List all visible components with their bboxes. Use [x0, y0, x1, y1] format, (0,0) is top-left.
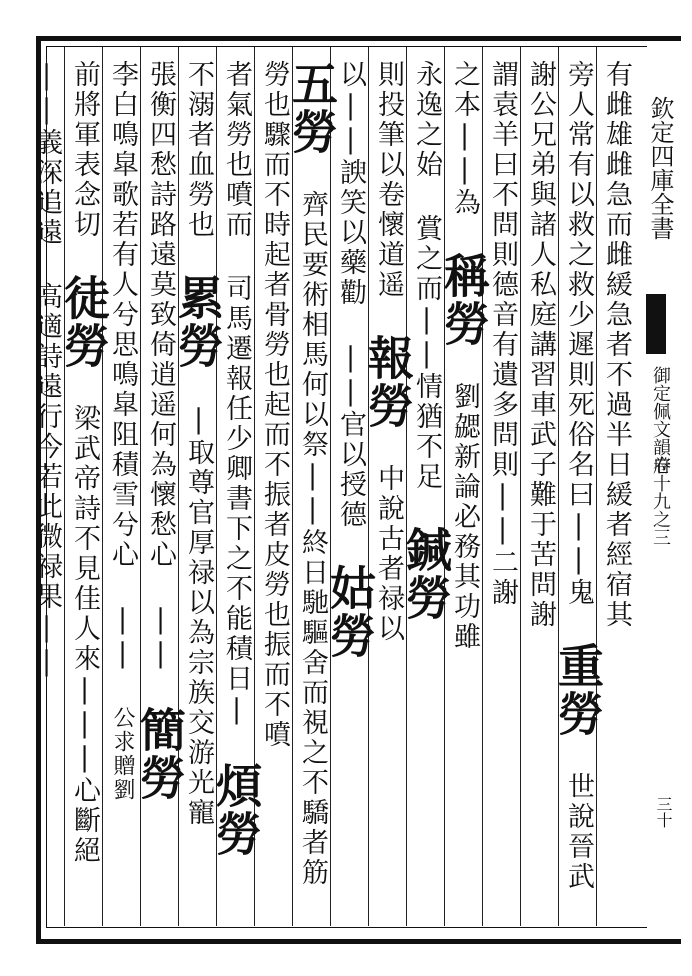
text-column-4: [484, 60, 520, 920]
text-column-3: [522, 60, 558, 920]
column-text: |取尊官厚禄以為宗族交游光寵: [183, 404, 214, 828]
margin-book-title: 御定佩文韻府: [650, 366, 671, 474]
text-column-11: [209, 60, 263, 920]
column-text: ||義深追遠: [31, 60, 62, 248]
headword: 姑勞: [323, 564, 377, 660]
column-text: 梁武帝詩不見佳人來|||心斷絕: [69, 404, 100, 866]
column-text: 前將軍表念切: [69, 60, 100, 240]
headword: 稱勞: [437, 252, 491, 348]
headword: 簡勞: [133, 706, 187, 802]
headword: 累勞: [171, 274, 225, 370]
column-text: 不溺者血勞也: [183, 60, 214, 240]
text-column-5: [437, 60, 491, 920]
column-text: 者氣勞也噴而: [221, 60, 252, 240]
column-text: 謝公兄弟與諸人私庭講習車武子難于苦問謝: [525, 60, 556, 630]
text-column-1: [598, 60, 634, 920]
headword: 煩勞: [209, 762, 263, 858]
text-column-8: [323, 60, 377, 920]
column-text: ||: [145, 604, 176, 672]
margin-page-number: 三十: [654, 796, 673, 828]
text-column-9: [285, 60, 339, 920]
column-text: 旁人常有以救之救少遲則死俗名曰||鬼: [563, 60, 594, 608]
column-text: 永逸之始: [411, 60, 442, 180]
column-text: 高適詩遠行今若此微禄果||: [31, 282, 62, 680]
column-text: 勞也驟而不時起者骨勞也起而不振者皮勞也振而不噴: [259, 60, 290, 750]
column-text: 公求贈劉: [110, 706, 135, 802]
text-column-6: [399, 60, 453, 920]
column-text: 有雌雄雌急而雌緩急者不過半日緩者經宿其: [601, 60, 632, 630]
text-column-14: [104, 60, 140, 920]
margin-strip: [646, 36, 676, 934]
column-text: 中說古者禄以: [373, 464, 404, 644]
text-column-2: [551, 60, 605, 920]
fish-tail-mark: [646, 294, 666, 354]
column-text: 司馬遷報任少卿書下之不能積日|: [221, 274, 252, 728]
column-text: 劉勰新論必務其功雖: [449, 382, 480, 652]
text-column-13: [133, 60, 187, 920]
headword: 重勞: [551, 642, 605, 738]
headword: 報勞: [361, 334, 415, 430]
column-text: 世說晉武: [563, 772, 594, 892]
headword: 五勞: [285, 60, 339, 156]
column-text: 之本||為: [449, 60, 480, 218]
headword: 鍼勞: [399, 526, 453, 622]
column-text: 則投筆以卷懷道遥: [373, 60, 404, 300]
text-column-7: [361, 60, 415, 920]
column-text: 賞之而||情猶不足: [411, 214, 442, 492]
column-text: 齊民要術相馬何以祭||終日馳驅舍而視之不驕者筋: [297, 190, 328, 888]
column-text: 張衡四愁詩路遠莫致倚逍遥何為懷愁心: [145, 60, 176, 570]
column-text: ||官以授德: [335, 342, 366, 530]
text-column-16: [30, 60, 64, 920]
margin-volume: 卷十九之三: [650, 456, 671, 546]
column-text: 以||諛笑以藥勸: [335, 60, 366, 308]
column-text: ||: [107, 604, 138, 672]
column-text: 謂袁羊曰不問則德音有遺多問則||二謝: [487, 60, 518, 608]
text-column-15: [57, 60, 111, 920]
headword: 徒勞: [57, 274, 111, 370]
margin-header: 欽定四庫全書: [646, 96, 674, 240]
column-text: 李白鳴皐歌若有人兮思鳴皐阻積雪兮心: [107, 60, 138, 570]
